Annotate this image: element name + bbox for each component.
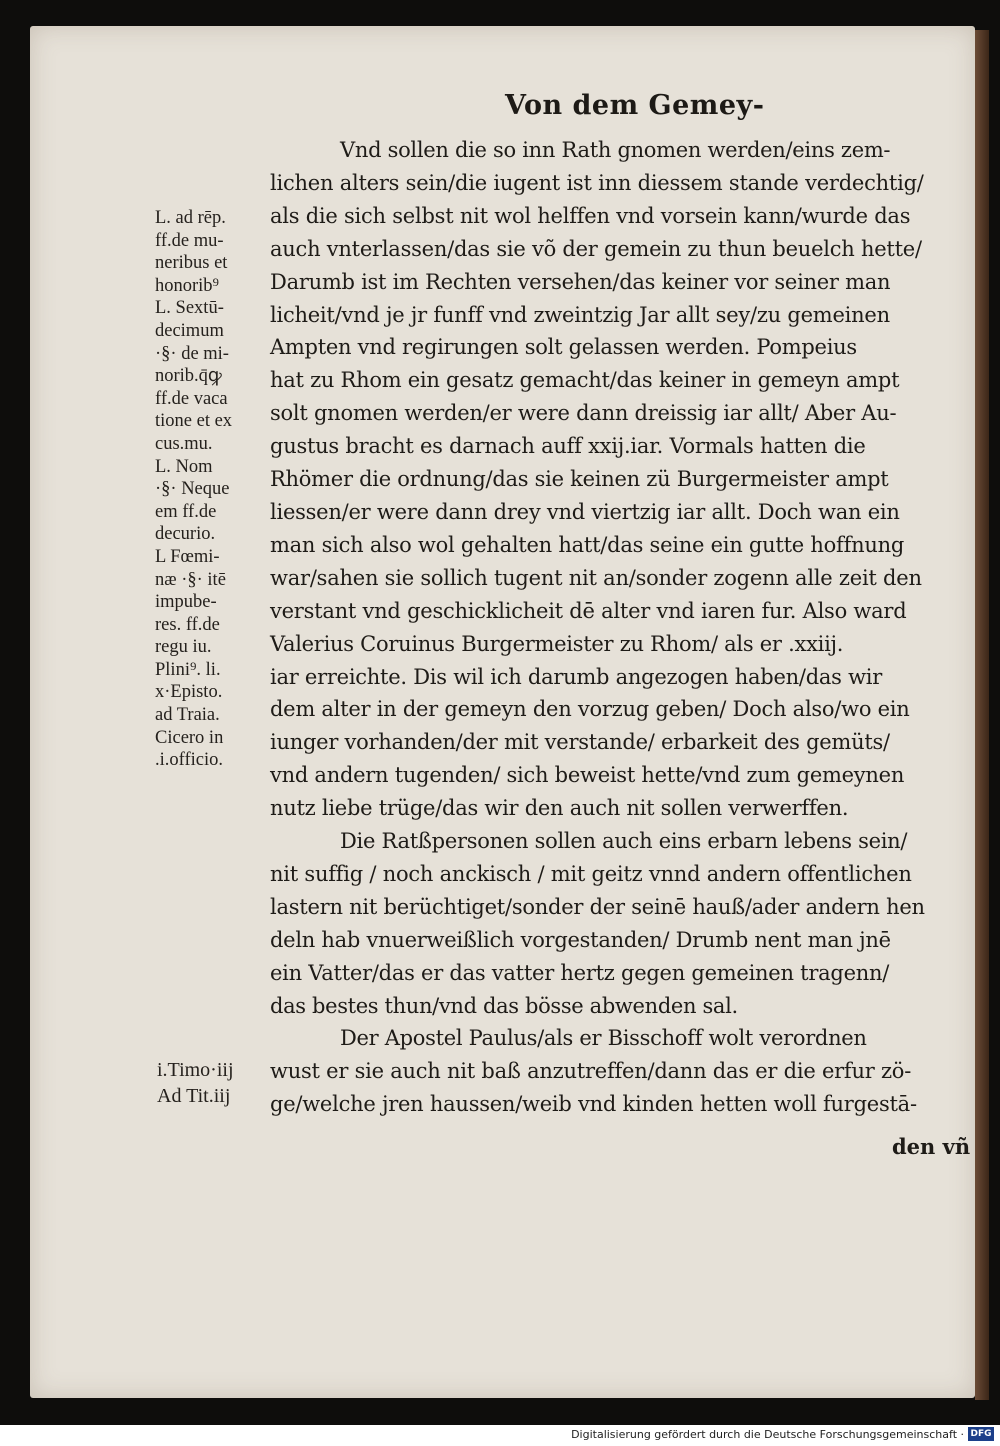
text-line: verstant vnd geschicklicheit dē alter vnd iaren fur. Also ward [270,598,907,623]
margin-note: Ad Tit.iij [157,1085,231,1107]
text-line: ge/welche jren haussen/weib vnd kinden hetten woll furgestā- [270,1092,917,1117]
margin-note: L. Sextū- [155,298,224,319]
margin-note: impube- [155,592,217,613]
text-line: Rhömer die ordnung/das sie keinen zü Burgermeister ampt [270,467,889,492]
margin-note: ff.de mu- [155,230,224,251]
margin-note: em ff.de [155,501,217,522]
margin-note: cus.mu. [155,433,213,454]
text-line: als die sich selbst nit wol helffen vnd vorsein kann/wurde das [270,203,911,228]
margin-note: honorib⁹ [155,275,220,296]
margin-note: regu iu. [155,637,212,658]
text-line: licheit/vnd je jr funff vnd zweintzig Jar allt sey/zu gemeinen [270,302,890,327]
text-line: ein Vatter/das er das vatter hertz gegen gemeinen tragenn/ [270,960,890,985]
text-line: gustus bracht es darnach auff xxij.iar. Vormals hatten die [270,434,866,459]
text-line: deln hab vnuerweißlich vorgestanden/ Drumb nent man jnē [270,927,891,952]
text-line: solt gnomen werden/er were dann dreissig iar allt/ Aber Au- [270,401,897,426]
text-line: Die Ratßpersonen sollen auch eins erbarn lebens sein/ [340,829,908,854]
body-text [270,134,975,1121]
margin-note: ·§· de mi- [155,343,229,364]
text-line: wust er sie auch nit baß anzutreffen/dann das er die erfur zö- [270,1059,912,1084]
margin-note: .i.officio. [155,750,223,771]
text-line: Ampten vnd regirungen solt gelassen werden. Pompeius [270,335,857,360]
text-line: lastern nit berüchtiget/sonder der seinē hauß/ader andern hen [270,894,925,919]
text-line: war/sahen sie sollich tugent nit an/sonder zogenn alle zeit den [270,565,922,590]
text-line: hat zu Rhom ein gesatz gemacht/das keiner in gemeyn ampt [270,368,900,393]
margin-note: L. ad rēp. [155,208,226,228]
text-line: Darumb ist im Rechten versehen/das keiner vor seiner man [270,269,891,294]
text-line: Der Apostel Paulus/als er Bisschoff wolt verordnen [340,1026,867,1051]
margin-notes-top [155,207,267,772]
margin-note: Plini⁹. li. [155,659,221,680]
catchword: den vñ [892,1134,971,1159]
margin-note: ad Traia. [155,705,220,726]
text-line: lichen alters sein/die iugent ist inn diessem stande verdechtig/ [270,170,924,195]
margin-note: norib.q̄ꝙ [155,366,222,387]
margin-note: L Fœmi- [155,546,220,567]
margin-note: res. ff.de [155,614,220,635]
text-line: man sich also wol gehalten hatt/das seine ein gutte hoffnung [270,532,905,557]
margin-note: decimum [155,320,224,341]
margin-notes-bottom [157,1057,269,1109]
text-line: Vnd sollen die so inn Rath gnomen werden/eins zem- [340,138,891,162]
margin-note: decurio. [155,524,216,545]
text-line: iunger vorhanden/der mit verstande/ erbarkeit des gemüts/ [270,730,890,755]
book-edge [975,30,989,1400]
margin-note: tione et ex [155,411,233,432]
text-line: das bestes thun/vnd das bösse abwenden sal. [270,993,738,1018]
margin-note: x·Episto. [155,682,223,703]
text-line: auch vnterlassen/das sie võ der gemein zu thun beuelch hette/ [270,236,922,261]
text-line: vnd andern tugenden/ sich beweist hette/vnd zum gemeynen [270,763,905,788]
text-line: Valerius Coruinus Burgermeister zu Rhom/ als er .xxiij. [270,631,844,656]
margin-note: neribus et [155,253,228,274]
margin-note: Cicero in [155,727,224,748]
text-line: liessen/er were dann drey vnd viertzig iar allt. Doch wan ein [270,499,900,524]
text-line: dem alter in der gemeyn den vorzug geben/ Doch also/wo ein [270,697,910,722]
text-line: nit suffig / noch anckisch / mit geitz vnnd andern offentlichen [270,861,912,886]
dfg-logo-icon: DFG [968,1427,994,1441]
margin-note: L. Nom [155,456,213,477]
margin-note: næ ·§· itē [155,569,226,590]
text-line: iar erreichte. Dis wil ich darumb angezogen haben/das wir [270,664,883,689]
margin-note: ff.de vaca [155,388,228,409]
text-line: nutz liebe trüge/das wir den auch nit sollen verwerffen. [270,796,849,821]
margin-note: ·§· Neque [155,479,230,500]
running-head: Von dem Gemey- [505,90,765,121]
footer-credit: Digitalisierung gefördert durch die Deutsche Forschungsgemeinschaft · [571,1428,964,1441]
margin-note: i.Timo·iij [157,1059,234,1081]
